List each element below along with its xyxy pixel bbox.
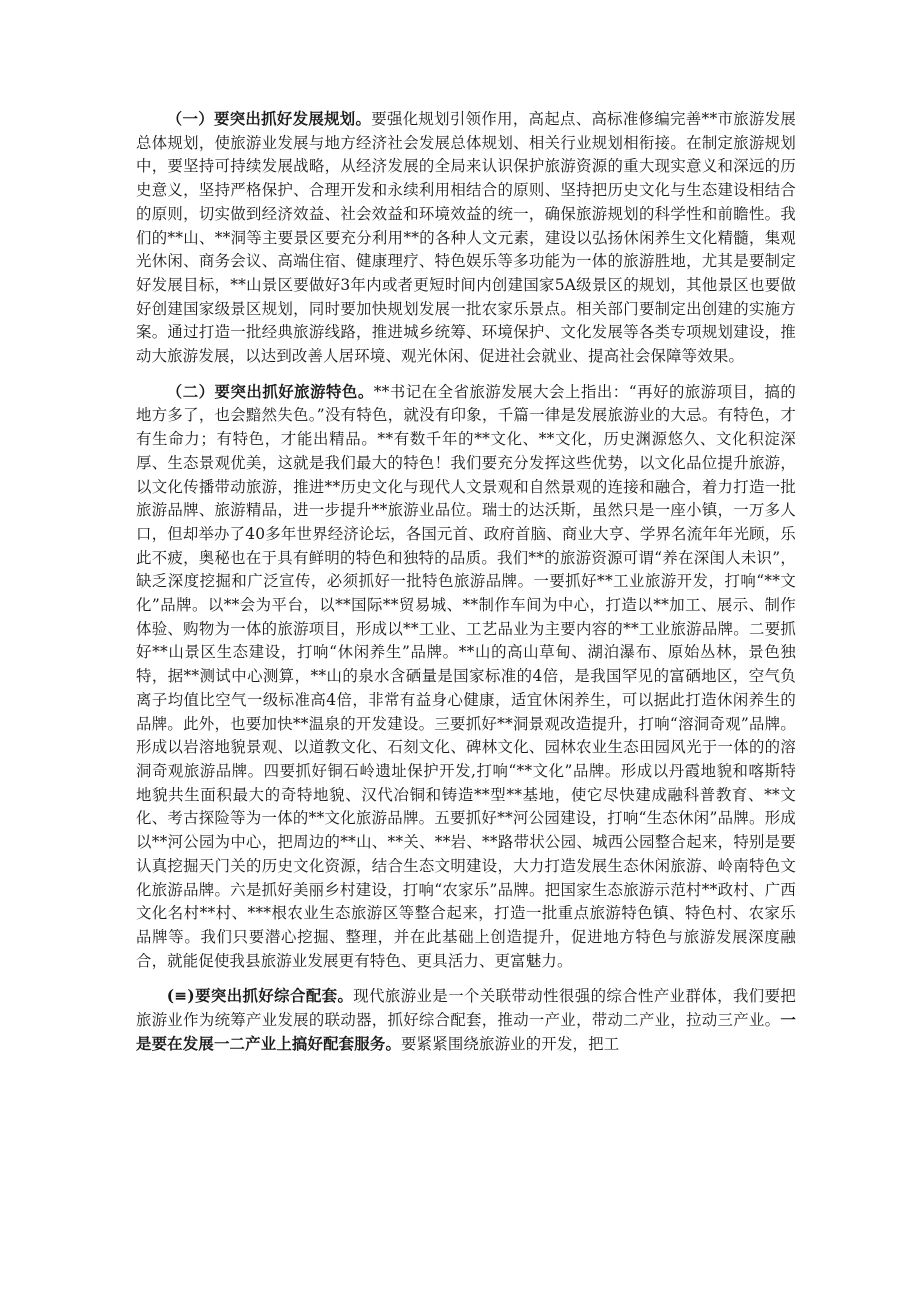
section-heading: （一）要突出抓好发展规划。: [166, 110, 372, 128]
subsection-heading: 一是要在发展一二产业上搞好配套服务。: [136, 1011, 796, 1053]
document-page: [136, 108, 796, 1056]
section-body: 要强化规划引领作用，高起点、高标准修编完善**市旅游发展总体规划，使旅游业发展与地方经济社会发展总体规划、相关行业规划相衔接。在制定旅游规划中，要坚持可持续发展战略，从经济发展的全局来认识保护旅游资源的重大现实意义和深远的历史意义，坚持严格保护、合理开发和永续利用相结合的原则、坚持把历史文化与生态建设相结合的原则，切实做到经济效益、社会效益和环境效益的统一，确保旅游规划的科学性和前瞻性。我们的**山、**洞等主要景区要充分利用**的各种人文元素，建设以弘扬休闲养生文化精髓，集观光休闲、商务会议、高端住宿、健康理疗、特色娱乐等多功能为一体的旅游胜地，尤其是要制定好发展目标，**山景区要做好3年内或者更短时间内创建国家5A级景区的规划，其他景区也要做好创建国家级景区规划，同时要加快规划发展一批农家乐景点。相关部门要制定出创建的实施方案。通过打造一批经典旅游线路，推进城乡统筹、环境保护、文化发展等各类专项规划建设，推动大旅游发展，以达到改善人居环境、观光休闲、促进社会就业、提高社会保障等效果。: [136, 110, 796, 366]
section-comprehensive-support: [136, 985, 796, 1056]
subsection-body: 要紧紧围绕旅游业的开发，把工: [401, 1034, 620, 1053]
section-development-planning: [136, 108, 796, 369]
section-heading: （二）要突出抓好旅游特色。: [166, 382, 374, 401]
section-heading: (≡)要突出抓好综合配套。: [166, 987, 354, 1006]
section-body: **书记在全省旅游发展大会上指出：“再好的旅游项目，搞的地方多了，也会黯然失色。”没有特色，就没有印象，千篇一律是发展旅游业的大忌。有特色，才有生命力；有特色，才能出精品。**有数千年的**文化、**文化，历史渊源悠久、文化积淀深厚、生态景观优美，这就是我们最大的特色！我们要充分发挥这些优势，以文化品位提升旅游，以文化传播带动旅游，推进**历史文化与现代人文景观和自然景观的连接和融合，着力打造一批旅游品牌、旅游精品，进一步提升**旅游业品位。瑞士的达沃斯，虽然只是一座小镇，一万多人口，但却举办了40多年世界经济论坛，各国元首、政府首脑、商业大亨、学界名流年年光顾，乐此不疲，奥秘也在于具有鲜明的特色和独特的品质。我们**的旅游资源可谓“养在深闺人未识”，缺乏深度挖掘和广泛宣传，必须抓好一批特色旅游品牌。一要抓好**工业旅游开发，打响“**文化”品牌。以**会为平台，以**国际**贸易城、**制作车间为中心，打造以**加工、展示、制作体验、购物为一体的旅游项目，形成以**工业、工艺品业为主要内容的**工业旅游品牌。二要抓好**山景区生态建设，打响“休闲养生”品牌。**山的高山草甸、湖泊瀑布、原始丛林，景色独特，据**测试中心测算，**山的泉水含硒量是国家标准的4倍，是我国罕见的富硒地区，空气负离子均值比空气一级标准高4倍，非常有益身心健康，适宜休闲养生，可以据此打造休闲养生的品牌。此外，也要加快**温泉的开发建设。三要抓好**洞景观改造提升，打响“溶洞奇观”品牌。形成以岩溶地貌景观、以道教文化、石刻文化、碑林文化、园林农业生态田园风光于一体的的溶洞奇观旅游品牌。四要抓好铜石岭遗址保护开发,打响“**文化”品牌。形成以丹霞地貌和喀斯特地貌共生面积最大的奇特地貌、汉代冶铜和铸造**型**基地，使它尽快建成融科普教育、**文化、考古探险等为一体的**文化旅游品牌。五要抓好**河公园建设，打响“生态休闲”品牌。形成以**河公园为中心，把周边的**山、**关、**岩、**路带状公园、城西公园整合起来，特别是要认真挖掘天门关的历史文化资源，结合生态文明建设，大力打造发展生态休闲旅游、岭南特色文化旅游品牌。六是抓好美丽乡村建设，打响“农家乐”品牌。把国家生态旅游示范村**政村、广西文化名村**村、***根农业生态旅游区等整合起来，打造一批重点旅游特色镇、特色村、农家乐品牌等。我们只要潜心挖掘、整理，并在此基础上创造提升，促进地方特色与旅游发展深度融合，就能促使我县旅游业发展更有特色、更具活力、更富魅力。: [136, 382, 796, 970]
section-body: 现代旅游业是一个关联带动性很强的综合性产业群体，我们要把旅游业作为统筹产业发展的联动器，抓好综合配套，推动一产业，带动二产业，拉动三产业。: [136, 987, 796, 1030]
section-tourism-features: [136, 381, 796, 974]
